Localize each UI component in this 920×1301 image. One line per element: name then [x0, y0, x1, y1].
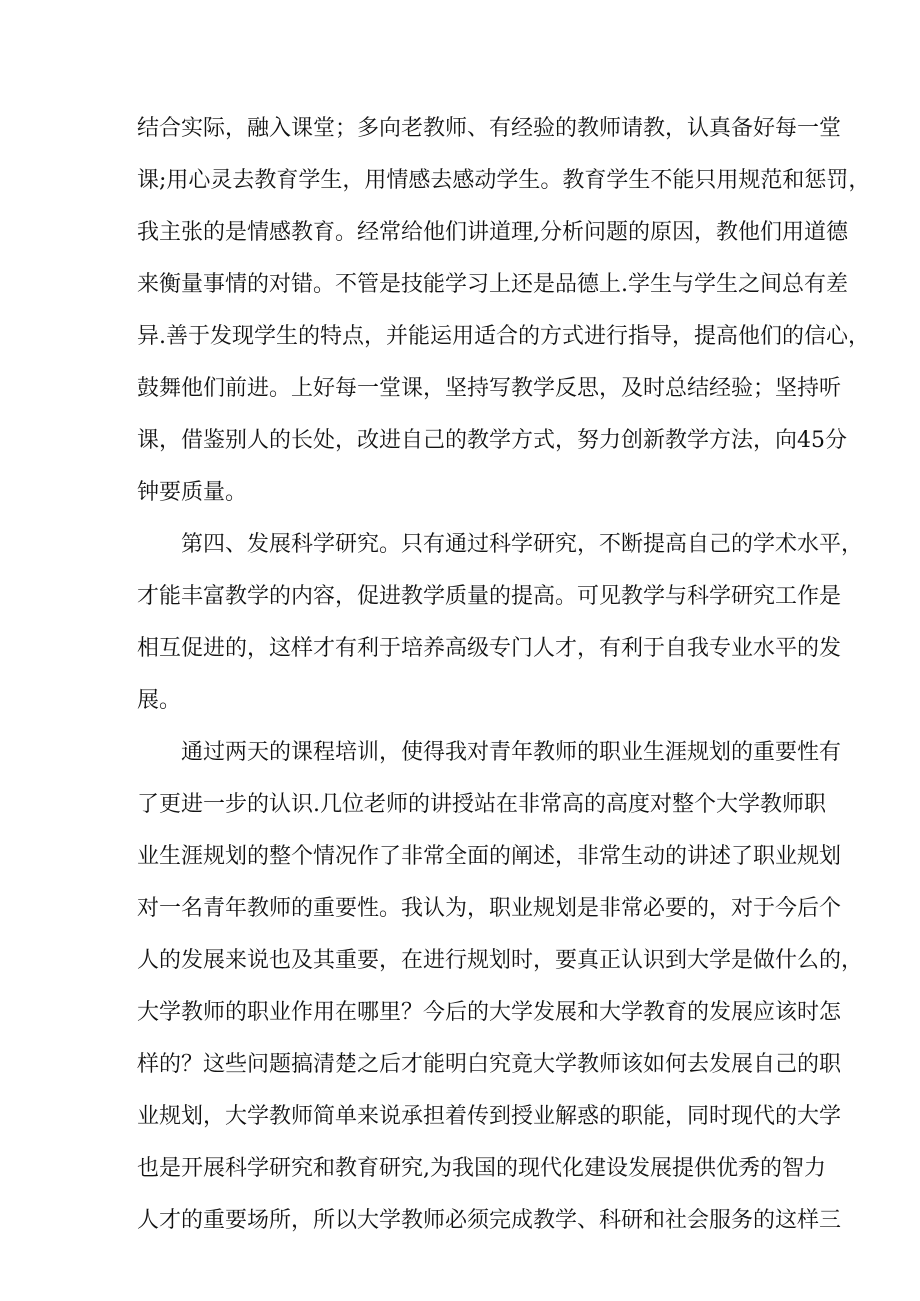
text-line: 结合实际，融入课堂；多向老教师、有经验的教师请教，认真备好每一堂: [137, 116, 842, 141]
text-line: 我主张的是情感教育。经常给他们讲道理,分析问题的原因，教他们用道德: [137, 220, 848, 245]
paragraph-first-line: 第四、发展科学研究。只有通过科学研究，不断提高自己的学术水平，: [181, 532, 864, 557]
text-line: 了更进一步的认识.几位老师的讲授站在非常高的高度对整个大学教师职: [137, 792, 826, 817]
text-line: 人才的重要场所，所以大学教师必须完成教学、科研和社会服务的这样三: [137, 1208, 842, 1233]
text-line: 课;用心灵去教育学生，用情感去感动学生。教育学生不能只用规范和惩罚，: [137, 168, 871, 193]
text-line: 人的发展来说也及其重要，在进行规划时，要真正认识到大学是做什么的，: [137, 948, 864, 973]
text-line: 鼓舞他们前进。上好每一堂课，坚持写教学反思，及时总结经验；坚持听: [137, 376, 842, 401]
text-line: 大学教师的职业作用在哪里？今后的大学发展和大学教育的发展应该时怎: [137, 1000, 842, 1025]
text-line: 对一名青年教师的重要性。我认为，职业规划是非常必要的，对于今后个: [137, 896, 842, 921]
text-line: 课，借鉴别人的长处，改进自己的教学方式，努力创新教学方法，向45分: [137, 428, 847, 453]
text-line: 钟要质量。: [137, 480, 248, 505]
text-line: 异.善于发现学生的特点，并能运用适合的方式进行指导，提高他们的信心，: [137, 324, 870, 349]
text-line: 样的？这些问题搞清楚之后才能明白究竟大学教师该如何去发展自己的职: [137, 1052, 842, 1077]
text-line: 业规划，大学教师简单来说承担着传到授业解惑的职能，同时现代的大学: [137, 1104, 842, 1129]
text-line: 来衡量事情的对错。不管是技能学习上还是品德上.学生与学生之间总有差: [137, 272, 848, 297]
document-body: [137, 108, 871, 1252]
text-line: 也是开展科学研究和教育研究,为我国的现代化建设发展提供优秀的智力: [137, 1156, 826, 1181]
paragraph-first-line: 通过两天的课程培训，使得我对青年教师的职业生涯规划的重要性有: [181, 740, 842, 765]
text-line: 才能丰富教学的内容，促进教学质量的提高。可见教学与科学研究工作是: [137, 584, 842, 609]
text-line: 业生涯规划的整个情况作了非常全面的阐述，非常生动的讲述了职业规划: [137, 844, 842, 869]
text-line: 展。: [137, 688, 182, 713]
text-line: 相互促进的，这样才有利于培养高级专门人才，有利于自我专业水平的发: [137, 636, 842, 661]
